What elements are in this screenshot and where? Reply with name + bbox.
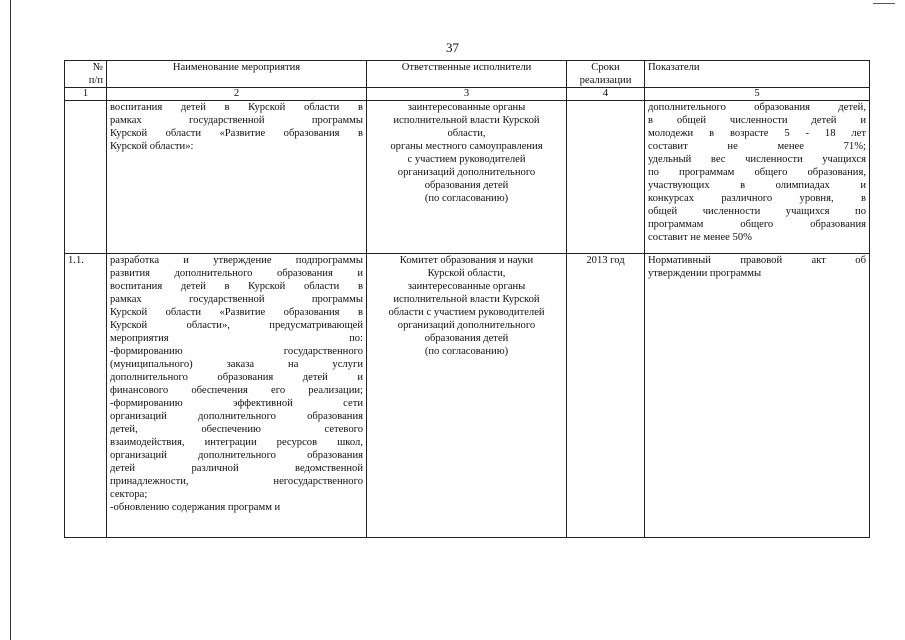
text-line: по программам общего образования,	[648, 167, 866, 178]
text-line: составит не менее 71%;	[648, 141, 866, 152]
text-line: заинтересованные органы	[407, 102, 526, 113]
text-line: дополнительного образования детей и	[110, 372, 363, 383]
text-line: детей различной ведомственной	[110, 463, 363, 474]
indicators-cell	[645, 254, 870, 538]
text-line: сектора;	[110, 489, 148, 500]
text-line: детей, обеспечению сетевого	[110, 424, 363, 435]
measure-name-cell	[107, 101, 367, 254]
executors-cell	[367, 101, 567, 254]
table-row	[65, 254, 870, 538]
text-line: Курской области «Развитие образования в	[110, 128, 363, 139]
text-line: органы местного самоуправления	[390, 141, 543, 152]
text-line: заинтересованные органы	[407, 281, 526, 292]
text-line: Курской области»:	[110, 141, 194, 152]
text-line: Курской области», предусматривающей	[110, 320, 363, 331]
text-line: организаций дополнительного образования	[110, 450, 363, 461]
text-line: (муниципального) заказа на услуги	[110, 359, 363, 370]
text-line: взаимодействия, интеграции ресурсов школ,	[110, 437, 363, 448]
text-line: -обновлению содержания программ и	[110, 502, 281, 513]
text-line: разработка и утверждение подпрограммы	[110, 255, 363, 266]
text-line: Курской области «Развитие образования в	[110, 307, 363, 318]
text-line: исполнительной власти Курской	[393, 115, 540, 126]
header-measure-name: Наименование мероприятия	[107, 61, 367, 88]
text-line: программам общего образования	[648, 219, 866, 230]
text-line: Нормативный правовой акт об	[648, 255, 866, 266]
text-line: общей численности учащихся по	[648, 206, 866, 217]
text-line: молодежи в возрасте 5 - 18 лет	[648, 128, 866, 139]
text-line: удельный вес численности учащихся	[648, 154, 866, 165]
header-executors: Ответственные исполнители	[367, 61, 567, 88]
term-cell: 2013 год	[567, 254, 645, 538]
text-line: воспитания детей в Курской области в	[110, 281, 363, 292]
executors-cell	[367, 254, 567, 538]
text-line: утверждении программы	[648, 268, 762, 279]
term-cell	[567, 101, 645, 254]
header-terms: Сроки реализации	[567, 61, 645, 88]
text-line: образования детей	[424, 333, 509, 344]
text-line: воспитания детей в Курской области в	[110, 102, 363, 113]
header-number: № п/п	[65, 61, 107, 88]
text-line: (по согласованию)	[424, 193, 509, 204]
text-line: -формированию государственного	[110, 346, 363, 357]
text-line: принадлежности, негосударственного	[110, 476, 363, 487]
text-line: рамках государственной программы	[110, 294, 363, 305]
text-line: финансового обеспечения его реализации;	[110, 385, 363, 396]
measures-table	[64, 60, 870, 538]
text-line: в общей численности детей и	[648, 115, 866, 126]
text-line: организаций дополнительного	[397, 167, 536, 178]
text-line: -формированию эффективной сети	[110, 398, 363, 409]
column-number-row	[65, 88, 870, 101]
text-line: конкурсах различного уровня, в	[648, 193, 866, 204]
table-header-row	[65, 61, 870, 88]
column-number: 5	[645, 88, 870, 101]
column-number: 3	[367, 88, 567, 101]
text-line: (по согласованию)	[424, 346, 509, 357]
text-line: участвующих в олимпиадах и	[648, 180, 866, 191]
indicators-cell	[645, 101, 870, 254]
row-number: 1.1.	[65, 254, 107, 538]
text-line: дополнительного образования детей,	[648, 102, 866, 113]
header-indicators: Показатели	[645, 61, 870, 88]
text-line: Комитет образования и науки	[399, 255, 534, 266]
measure-name-cell	[107, 254, 367, 538]
column-number: 4	[567, 88, 645, 101]
text-line: образования детей	[424, 180, 509, 191]
text-line: области,	[447, 128, 486, 139]
text-line: мероприятия по:	[110, 333, 363, 344]
column-number: 2	[107, 88, 367, 101]
text-line: рамках государственной программы	[110, 115, 363, 126]
row-number	[65, 101, 107, 254]
text-line: Курской области,	[427, 268, 506, 279]
text-line: развития дополнительного образования и	[110, 268, 363, 279]
column-number: 1	[65, 88, 107, 101]
text-line: исполнительной власти Курской	[393, 294, 540, 305]
page-number: 37	[446, 40, 459, 55]
text-line: с участием руководителей	[407, 154, 526, 165]
text-line: организаций дополнительного	[397, 320, 536, 331]
text-line: составит не менее 50%	[648, 232, 752, 243]
page-left-edge	[10, 0, 11, 640]
text-line: организаций дополнительного образования	[110, 411, 363, 422]
scan-mark	[873, 3, 895, 4]
table-row	[65, 101, 870, 254]
text-line: области с участием руководителей	[388, 307, 545, 318]
